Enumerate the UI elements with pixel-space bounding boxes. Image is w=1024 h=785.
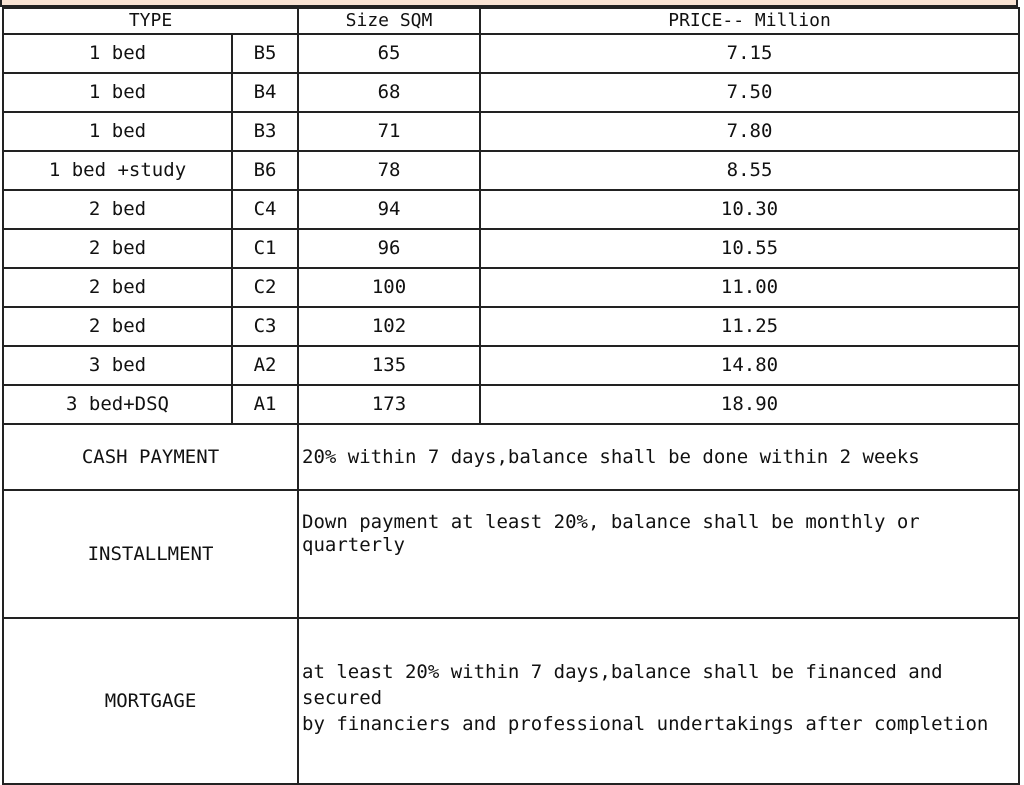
mortgage-row bbox=[3, 618, 1019, 784]
price-table-body bbox=[3, 8, 1019, 784]
unit-size: 135 bbox=[298, 346, 480, 385]
table-row bbox=[3, 307, 1019, 346]
unit-type: 2 bed bbox=[3, 307, 232, 346]
mortgage-terms-line-2: by financiers and professional undertakings after completion bbox=[302, 713, 989, 735]
unit-type: 1 bed +study bbox=[3, 151, 232, 190]
unit-price: 8.55 bbox=[480, 151, 1019, 190]
cash-payment-label: CASH PAYMENT bbox=[3, 424, 298, 490]
unit-type: 1 bed bbox=[3, 112, 232, 151]
header-size: Size SQM bbox=[298, 8, 480, 34]
table-row bbox=[3, 268, 1019, 307]
unit-size: 100 bbox=[298, 268, 480, 307]
unit-code: C2 bbox=[232, 268, 298, 307]
unit-code: B6 bbox=[232, 151, 298, 190]
unit-type: 3 bed bbox=[3, 346, 232, 385]
unit-price: 11.25 bbox=[480, 307, 1019, 346]
installment-terms: Down payment at least 20%, balance shall be monthly or quarterly bbox=[298, 490, 1019, 618]
unit-price: 7.15 bbox=[480, 34, 1019, 73]
table-row bbox=[3, 34, 1019, 73]
unit-size: 173 bbox=[298, 385, 480, 424]
unit-type: 2 bed bbox=[3, 190, 232, 229]
unit-code: C3 bbox=[232, 307, 298, 346]
unit-code: A2 bbox=[232, 346, 298, 385]
unit-size: 96 bbox=[298, 229, 480, 268]
unit-type: 2 bed bbox=[3, 268, 232, 307]
unit-size: 94 bbox=[298, 190, 480, 229]
unit-type: 1 bed bbox=[3, 73, 232, 112]
unit-price: 10.30 bbox=[480, 190, 1019, 229]
table-row bbox=[3, 346, 1019, 385]
price-table bbox=[2, 7, 1020, 785]
unit-type: 1 bed bbox=[3, 34, 232, 73]
unit-code: B5 bbox=[232, 34, 298, 73]
unit-size: 78 bbox=[298, 151, 480, 190]
table-row bbox=[3, 190, 1019, 229]
unit-price: 11.00 bbox=[480, 268, 1019, 307]
installment-label: INSTALLMENT bbox=[3, 490, 298, 618]
unit-code: B3 bbox=[232, 112, 298, 151]
header-row bbox=[3, 8, 1019, 34]
unit-size: 68 bbox=[298, 73, 480, 112]
table-row bbox=[3, 151, 1019, 190]
header-type: TYPE bbox=[3, 8, 298, 34]
unit-code: C4 bbox=[232, 190, 298, 229]
unit-code: C1 bbox=[232, 229, 298, 268]
unit-price: 10.55 bbox=[480, 229, 1019, 268]
unit-price: 7.80 bbox=[480, 112, 1019, 151]
unit-price: 18.90 bbox=[480, 385, 1019, 424]
mortgage-terms-line-1: at least 20% within 7 days,balance shall be financed and secured bbox=[302, 661, 943, 709]
unit-type: 2 bed bbox=[3, 229, 232, 268]
mortgage-label: MORTGAGE bbox=[3, 618, 298, 784]
table-row bbox=[3, 229, 1019, 268]
cash-payment-row bbox=[3, 424, 1019, 490]
unit-type: 3 bed+DSQ bbox=[3, 385, 232, 424]
table-row bbox=[3, 112, 1019, 151]
header-band bbox=[0, 0, 1018, 7]
unit-price: 14.80 bbox=[480, 346, 1019, 385]
unit-code: A1 bbox=[232, 385, 298, 424]
header-price: PRICE-- Million bbox=[480, 8, 1019, 34]
installment-row bbox=[3, 490, 1019, 618]
unit-size: 102 bbox=[298, 307, 480, 346]
table-row bbox=[3, 73, 1019, 112]
cash-payment-terms: 20% within 7 days,balance shall be done within 2 weeks bbox=[298, 424, 1019, 490]
unit-size: 71 bbox=[298, 112, 480, 151]
unit-size: 65 bbox=[298, 34, 480, 73]
mortgage-terms bbox=[298, 618, 1019, 784]
unit-price: 7.50 bbox=[480, 73, 1019, 112]
unit-code: B4 bbox=[232, 73, 298, 112]
table-row bbox=[3, 385, 1019, 424]
